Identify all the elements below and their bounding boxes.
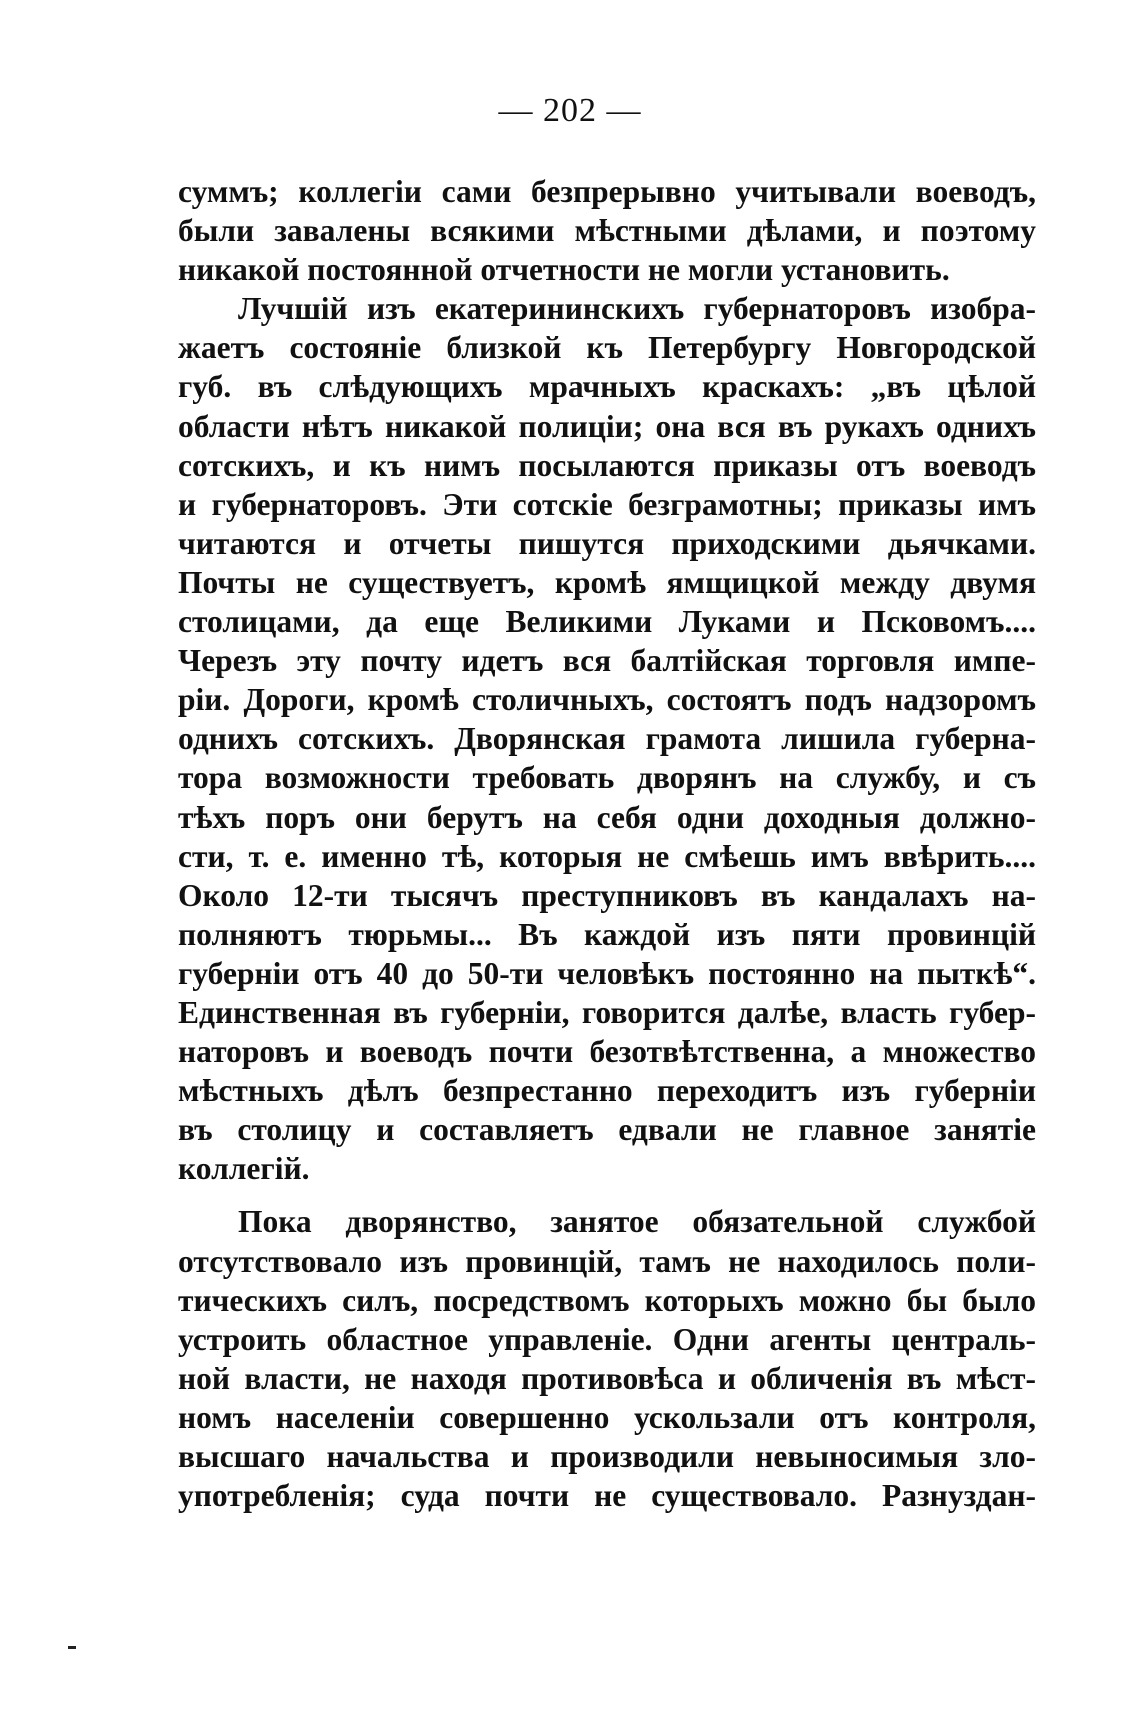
text-line: устроить областное управленiе. Одни агенты централь-: [178, 1321, 1036, 1357]
text-line: Около 12-ти тысячъ преступниковъ въ кандалахъ на-: [178, 877, 1036, 913]
text-line: Единственная въ губернiи, говорится далѣе, власть губер-: [178, 994, 1036, 1030]
text-line: номъ населенiи совершенно ускользали отъ контроля,: [178, 1399, 1036, 1435]
text-line: никакой постоянной отчетности не могли установить.: [178, 252, 950, 288]
paragraph-gap: [178, 1188, 1036, 1202]
text-line: употребленiя; суда почти не существовало. Разнуздан-: [178, 1478, 1036, 1514]
text-line: тическихъ силъ, посредствомъ которыхъ можно бы было: [178, 1282, 1036, 1318]
text-line: въ столицу и составляетъ едвали не главное занятiе: [178, 1112, 1036, 1148]
text-line: губернiи отъ 40 до 50-ти человѣкъ постоянно на пыткѣ“.: [178, 955, 1036, 991]
text-line: мѣстныхъ дѣлъ безпрестанно переходитъ изъ губернiи: [178, 1073, 1036, 1109]
text-line: наторовъ и воеводъ почти безотвѣтственна, а множество: [178, 1034, 1036, 1070]
text-line: отсутствовало изъ провинцiй, тамъ не находилось поли-: [178, 1243, 1036, 1279]
text-line: сти, т. е. именно тѣ, которыя не смѣешь имъ ввѣрить....: [178, 838, 1036, 874]
text-line: Пока дворянство, занятое обязательной службой: [238, 1204, 1036, 1240]
text-line: суммъ; коллегiи сами безпрерывно учитывали воеводъ,: [178, 174, 1036, 209]
text-line: были завалены всякими мѣстными дѣлами, и поэтому: [178, 213, 1036, 249]
text-line: высшаго начальства и производили невыносимыя зло-: [178, 1439, 1036, 1474]
text-line: коллегiй.: [178, 1151, 310, 1187]
text-line: тора возможности требовать дворянъ на службу, и съ: [178, 760, 1036, 796]
text-line: полняютъ тюрьмы... Въ каждой изъ пяти провинцiй: [178, 916, 1036, 952]
text-line: Лучшiй изъ екатерининскихъ губернаторовъ изобра-: [238, 291, 1036, 327]
text-line: читаются и отчеты пишутся приходскими дьячками.: [178, 525, 1036, 561]
text-line: тѣхъ поръ они берутъ на себя одни доходныя должно-: [178, 799, 1036, 835]
page-number: — 202 —: [498, 92, 642, 129]
text-line: губ. въ слѣдующихъ мрачныхъ краскахъ: „въ цѣлой: [178, 369, 1036, 405]
text-line: и губернаторовъ. Эти сотскiе безграмотны; приказы имъ: [178, 486, 1036, 522]
text-line: рiи. Дороги, кромѣ столичныхъ, состоятъ подъ надзоромъ: [178, 682, 1036, 718]
text-line: столицами, да еще Великими Луками и Псковомъ....: [178, 604, 1036, 640]
text-line: ной власти, не находя противовѣса и обличенiя въ мѣст-: [178, 1360, 1036, 1396]
text-line: однихъ сотскихъ. Дворянская грамота лишила губерна-: [178, 721, 1036, 757]
stray-ink-mark: [68, 1646, 76, 1649]
text-line: жаетъ состоянiе близкой къ Петербургу Новгородской: [178, 330, 1036, 366]
body-text: [178, 172, 1036, 1515]
text-line: области нѣтъ никакой полицiи; она вся въ рукахъ однихъ: [178, 408, 1036, 444]
text-line: сотскихъ, и къ нимъ посылаются приказы отъ воеводъ: [178, 447, 1036, 483]
text-line: Почты не существуетъ, кромѣ ямщицкой между двумя: [178, 564, 1036, 600]
text-line: Черезъ эту почту идетъ вся балтiйская торговля импе-: [178, 643, 1036, 679]
